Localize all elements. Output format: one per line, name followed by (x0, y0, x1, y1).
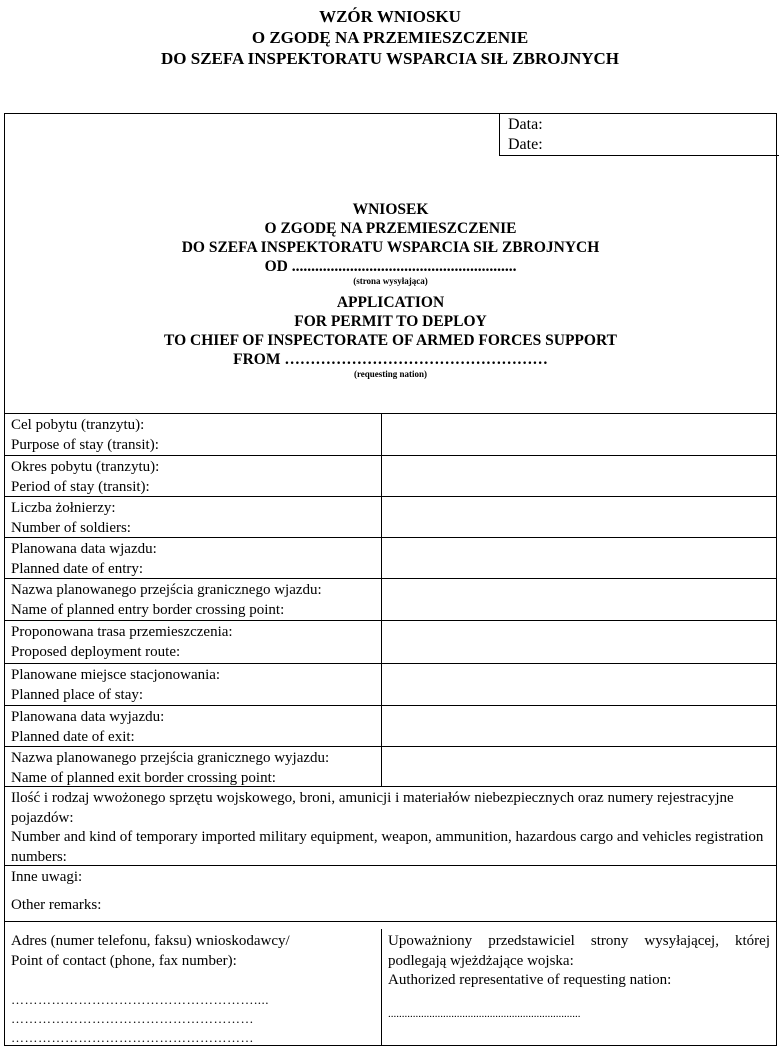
row-entry-crossing (5, 579, 776, 621)
equipment-label-en: Number and kind of temporary imported military equipment, weapon, ammunition, hazardous cargo and vehicles registration numbers: (11, 829, 764, 865)
row-label-pl: Planowana data wyjazdu: (11, 709, 165, 725)
form-rows (5, 413, 776, 922)
row-label-pl: Nazwa planowanego przejścia granicznego wjazdu: (11, 582, 322, 598)
contact-label-en: Point of contact (phone, fax number): (11, 952, 237, 969)
place-of-stay-input[interactable] (382, 664, 776, 705)
contact-dots-line: ……………………………………………… (11, 1030, 254, 1045)
contact-field[interactable] (5, 929, 382, 1046)
soldiers-input[interactable] (382, 497, 776, 537)
application-form (4, 113, 777, 1046)
row-label (5, 456, 382, 496)
remarks-label-en: Other remarks: (11, 896, 102, 913)
row-label-en: Purpose of stay (transit): (11, 436, 159, 453)
representative-field[interactable] (382, 929, 776, 1046)
row-label-pl: Planowane miejsce stacjonowania: (11, 667, 221, 683)
header-en-3: TO CHIEF OF INSPECTORATE OF ARMED FORCES SUPPORT (164, 332, 617, 349)
contact-label-pl: Adres (numer telefonu, faksu) wnioskodawcy/ (11, 933, 290, 949)
document-title (0, 6, 780, 69)
row-remarks[interactable] (5, 866, 776, 922)
row-label-en: Name of planned entry border crossing point: (11, 601, 285, 618)
row-label-en: Planned date of entry: (11, 560, 144, 577)
row-label (5, 579, 382, 620)
entry-date-input[interactable] (382, 538, 776, 578)
row-label-pl: Liczba żołnierzy: (11, 500, 116, 516)
signature-section (5, 929, 776, 1046)
exit-crossing-input[interactable] (382, 747, 776, 786)
title-line-3: DO SZEFA INSPEKTORATU WSPARCIA SIŁ ZBROJNYCH (161, 49, 619, 68)
row-exit-crossing (5, 747, 776, 787)
row-label-pl: Planowana data wjazdu: (11, 541, 157, 557)
header-pl-3: DO SZEFA INSPEKTORATU WSPARCIA SIŁ ZBROJNYCH (181, 239, 600, 256)
row-label-en: Planned date of exit: (11, 728, 135, 745)
date-label-pl: Data: (508, 116, 543, 133)
row-label (5, 621, 382, 663)
representative-label-pl: Upoważniony przedstawiciel strony wysyłającej, której podlegają wjeżdżające wojska: (388, 933, 770, 969)
remarks-label-pl: Inne uwagi: (11, 869, 83, 885)
row-entry-date (5, 538, 776, 579)
contact-dots-line: ……………………………………………… (11, 1011, 254, 1026)
equipment-label-pl: Ilość i rodzaj wwożonego sprzętu wojskowego, broni, amunicji i materiałów niebezpiecznych oraz numery rejestracyjne pojazdów: (11, 790, 734, 826)
row-exit-date (5, 706, 776, 747)
row-label (5, 497, 382, 537)
row-place-of-stay (5, 664, 776, 706)
row-label (5, 664, 382, 705)
exit-date-input[interactable] (382, 706, 776, 746)
signature-dots-line: ...................................................................... (388, 1007, 581, 1020)
row-label-pl: Cel pobytu (tranzytu): (11, 417, 145, 433)
row-label-en: Planned place of stay: (11, 686, 144, 703)
header-pl-1: WNIOSEK (352, 201, 429, 218)
entry-crossing-input[interactable] (382, 579, 776, 620)
row-label-en: Proposed deployment route: (11, 643, 181, 660)
header-pl-2: O ZGODĘ NA PRZEMIESZCZENIE (264, 220, 517, 237)
row-label-pl: Nazwa planowanego przejścia granicznego wyjazdu: (11, 750, 330, 766)
period-input[interactable] (382, 456, 776, 496)
header-pl-from: OD .......................................................... (264, 258, 517, 275)
title-line-2: O ZGODĘ NA PRZEMIESZCZENIE (251, 28, 529, 47)
row-route (5, 621, 776, 664)
purpose-input[interactable] (382, 414, 776, 455)
date-field[interactable] (499, 113, 779, 156)
row-purpose (5, 414, 776, 456)
row-label (5, 414, 382, 455)
header-en-from: FROM …………………………………………… (233, 351, 548, 368)
date-label-en: Date: (508, 136, 543, 153)
row-equipment[interactable] (5, 787, 776, 866)
row-soldiers (5, 497, 776, 538)
header-en-2: FOR PERMIT TO DEPLOY (294, 313, 487, 330)
row-label-en: Name of planned exit border crossing point: (11, 769, 276, 786)
route-input[interactable] (382, 621, 776, 663)
header-en-note: (requesting nation) (353, 369, 428, 379)
row-period (5, 456, 776, 497)
title-line-1: WZÓR WNIOSKU (319, 7, 461, 26)
header-en-1: APPLICATION (336, 294, 445, 311)
row-label (5, 747, 382, 786)
row-label-en: Period of stay (transit): (11, 478, 150, 495)
form-header (5, 200, 776, 386)
row-label (5, 706, 382, 746)
contact-dots-line: ……………………………………………….... (11, 992, 269, 1007)
header-pl-note: (strona wysyłająca) (353, 276, 428, 286)
row-label (5, 538, 382, 578)
row-label (5, 787, 776, 865)
row-label-pl: Okres pobytu (tranzytu): (11, 459, 160, 475)
row-label-pl: Proponowana trasa przemieszczenia: (11, 624, 233, 640)
representative-label-en: Authorized representative of requesting nation: (388, 972, 672, 988)
row-label (5, 866, 776, 921)
row-label-en: Number of soldiers: (11, 519, 131, 536)
